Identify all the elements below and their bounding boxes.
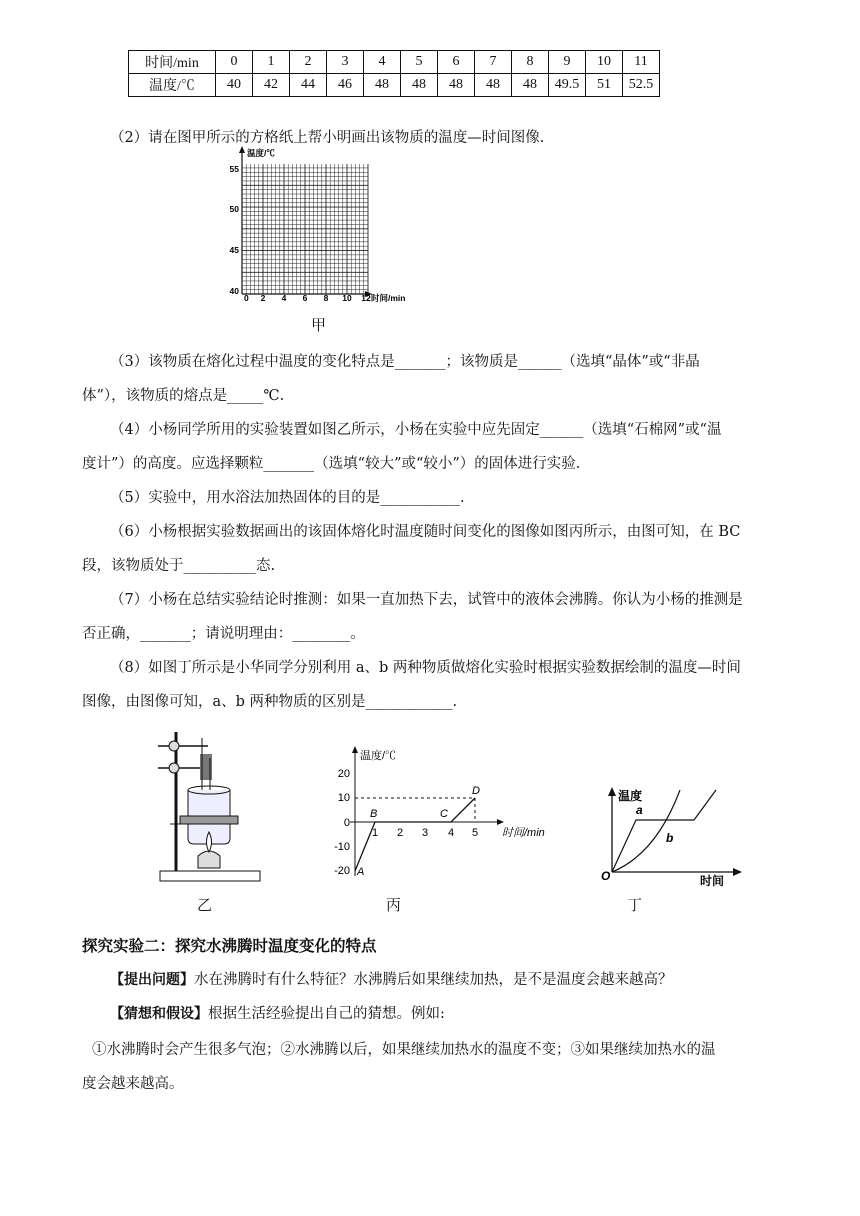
table-cell: 44 xyxy=(290,74,327,97)
table-cell: 48 xyxy=(401,74,438,97)
x-axis-arrow xyxy=(733,868,742,876)
section-heading: 探究实验二：探究水沸腾时温度变化的特点 xyxy=(82,937,377,955)
y-tick-label: 55 xyxy=(229,164,239,174)
table-cell: 52.5 xyxy=(623,74,660,97)
table-cell: 51 xyxy=(586,74,623,97)
table-cell: 40 xyxy=(216,74,253,97)
table-cell: 4 xyxy=(364,51,401,74)
table-cell: 48 xyxy=(438,74,475,97)
y-axis-label: 温度/℃ xyxy=(360,750,397,762)
y-tick-label: 0 xyxy=(343,817,350,829)
table-cell: 2 xyxy=(290,51,327,74)
chart-figure-ding xyxy=(596,784,746,890)
table-cell: 6 xyxy=(438,51,475,74)
question-2: （2）请在图甲所示的方格纸上帮小明画出该物质的温度—时间图像. xyxy=(110,130,545,146)
alcohol-lamp xyxy=(198,851,220,868)
curve-b-label: b xyxy=(666,831,674,845)
question-6-line1: （6）小杨根据实验数据画出的该固体熔化时温度随时间变化的图像如图丙所示，由图可知，在 BC xyxy=(110,524,741,540)
y-tick-label: -10 xyxy=(334,841,350,853)
table-cell: 11 xyxy=(623,51,660,74)
y-axis-arrow xyxy=(608,787,616,796)
y-axis-label: 温度 xyxy=(618,789,643,803)
table-cell: 42 xyxy=(253,74,290,97)
point-label: A xyxy=(357,866,365,878)
table-cell: 48 xyxy=(475,74,512,97)
y-tick-label: -20 xyxy=(334,865,350,877)
table-cell: 7 xyxy=(475,51,512,74)
x-tick-label: 2 xyxy=(396,827,404,839)
x-tick-label: 4 xyxy=(281,293,287,303)
chart-figure-bing xyxy=(320,744,560,884)
question-7-line1: （7）小杨在总结实验结论时推测：如果一直加热下去，试管中的液体会沸腾。你认为小杨的推测是 xyxy=(110,592,743,608)
point-label: D xyxy=(472,785,480,797)
table-cell: 5 xyxy=(401,51,438,74)
point-label: B xyxy=(370,808,378,820)
x-axis-arrow xyxy=(497,819,504,825)
x-tick-label: 4 xyxy=(447,827,455,839)
table-cell: 8 xyxy=(512,51,549,74)
question-8-line2: 图像，由图像可知，a、b 两种物质的区别是____________. xyxy=(82,694,458,710)
apparatus-figure-yi xyxy=(150,728,270,888)
clamp-knob xyxy=(169,763,179,773)
x-tick-label: 12 xyxy=(361,293,371,303)
curve-a-label: a xyxy=(636,803,643,817)
table-cell: 48 xyxy=(364,74,401,97)
grid-figure-jia xyxy=(218,144,428,304)
table-cell: 10 xyxy=(586,51,623,74)
caption-jia: 甲 xyxy=(311,316,327,334)
question-4-line1: （4）小杨同学所用的实验装置如图乙所示，小杨在实验中应先固定______（选填“石棉网”或“温 xyxy=(110,422,722,438)
question-5: （5）实验中，用水浴法加热固体的目的是___________. xyxy=(110,490,465,506)
guess-tag: 【猜想和假设】 xyxy=(110,1006,208,1022)
y-axis-arrow xyxy=(352,746,358,753)
question-4-line2: 度计”）的高度。应选择颗粒_______（选填“较大”或“较小”）的固体进行实验. xyxy=(82,456,581,472)
caption-bing: 丙 xyxy=(386,896,402,914)
question-7-line2: 否正确，_______；请说明理由：________。 xyxy=(82,626,365,642)
base-stand xyxy=(160,871,260,881)
point-label: C xyxy=(440,808,448,820)
y-axis-arrow xyxy=(239,146,245,153)
y-tick-label: 10 xyxy=(337,792,350,804)
guess-text: 根据生活经验提出自己的猜想。例如: xyxy=(208,1006,445,1022)
grid-lines xyxy=(242,164,368,294)
table-cell: 1 xyxy=(253,51,290,74)
caption-ding: 丁 xyxy=(627,896,643,914)
y-tick-label: 20 xyxy=(337,768,350,780)
clamp-knob xyxy=(169,741,179,751)
row-label: 温度/℃ xyxy=(129,74,216,97)
row-label: 时间/min xyxy=(129,51,216,74)
caption-yi: 乙 xyxy=(197,896,213,914)
table-cell: 46 xyxy=(327,74,364,97)
x-tick-label: 5 xyxy=(471,827,479,839)
guess-paragraph xyxy=(110,1004,810,1024)
x-axis-label: 时间/min xyxy=(502,827,545,839)
question-3-line1: （3）该物质在熔化过程中温度的变化特点是_______；该物质是______（选填“晶体”或“非晶 xyxy=(110,354,700,370)
x-axis-label: 时间/min xyxy=(371,293,406,303)
table-row-time xyxy=(129,51,660,74)
x-tick-label: 3 xyxy=(421,827,429,839)
guess-line2: 度会越来越高。 xyxy=(82,1076,184,1092)
table-cell: 49.5 xyxy=(549,74,586,97)
y-axis-label: 温度/℃ xyxy=(247,148,275,158)
table-cell: 9 xyxy=(549,51,586,74)
data-table xyxy=(128,50,660,97)
y-tick-label: 40 xyxy=(229,286,239,296)
x-tick-label: 8 xyxy=(323,293,329,303)
x-axis-label: 时间 xyxy=(700,874,725,888)
question-3-line2: 体”），该物质的熔点是_____℃. xyxy=(82,388,285,404)
guess-line1: ①水沸腾时会产生很多气泡；②水沸腾以后，如果继续加热水的温度不变；③如果继续加热水的温 xyxy=(92,1042,716,1058)
question-6-line2: 段，该物质处于__________态. xyxy=(82,558,276,574)
x-tick-label: 10 xyxy=(342,293,352,303)
y-tick-label: 50 xyxy=(229,204,239,214)
x-tick-label: 2 xyxy=(260,293,266,303)
y-tick-label: 45 xyxy=(229,245,239,255)
origin-label: O xyxy=(601,869,611,883)
ask-tag: 【提出问题】 xyxy=(110,972,194,988)
ask-paragraph xyxy=(110,970,810,990)
x-tick-label: 6 xyxy=(302,293,308,303)
table-cell: 3 xyxy=(327,51,364,74)
question-8-line1: （8）如图丁所示是小华同学分别利用 a、b 两种物质做熔化实验时根据实验数据绘制的温度—时间 xyxy=(110,660,741,676)
table-cell: 0 xyxy=(216,51,253,74)
flame xyxy=(207,832,212,852)
ask-text: 水在沸腾时有什么特征？水沸腾后如果继续加热，是不是温度会越来越高？ xyxy=(194,972,673,988)
x-tick-label: 0 xyxy=(244,293,249,303)
table-row-temp xyxy=(129,74,660,97)
asbestos-net xyxy=(180,816,238,824)
x-tick-label: 1 xyxy=(371,827,379,839)
table-cell: 48 xyxy=(512,74,549,97)
